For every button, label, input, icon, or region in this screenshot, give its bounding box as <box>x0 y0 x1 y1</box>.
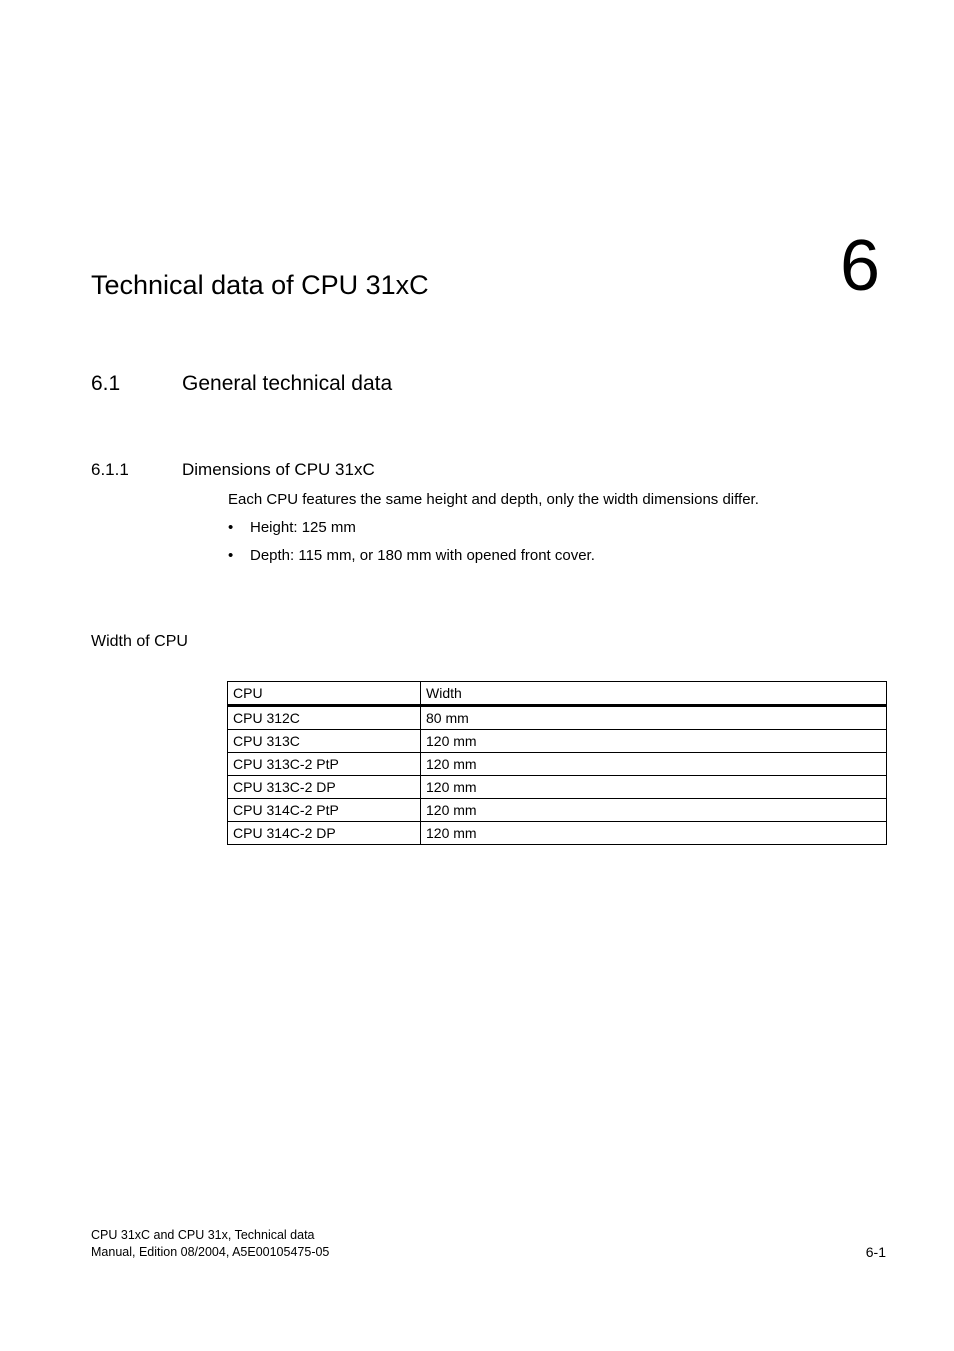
subsection-number: 6.1.1 <box>91 460 129 479</box>
cpu-width-table <box>227 681 887 845</box>
cpu-cell: CPU 313C-2 DP <box>228 776 421 799</box>
table-row <box>228 706 887 730</box>
table-row <box>228 822 887 845</box>
chapter-title: Technical data of CPU 31xC <box>91 270 429 300</box>
table-row <box>228 753 887 776</box>
bullet-item-depth <box>228 547 595 564</box>
cpu-cell: CPU 313C <box>228 730 421 753</box>
width-cell: 120 mm <box>421 753 887 776</box>
footer-document-title: CPU 31xC and CPU 31x, Technical data <box>91 1228 315 1242</box>
bullet-text: Height: 125 mm <box>250 519 356 536</box>
width-cell: 120 mm <box>421 776 887 799</box>
footer-edition: Manual, Edition 08/2004, A5E00105475-05 <box>91 1245 330 1259</box>
cpu-cell: CPU 312C <box>228 706 421 730</box>
table-row <box>228 776 887 799</box>
width-heading: Width of CPU <box>91 633 188 650</box>
width-cell: 120 mm <box>421 799 887 822</box>
cpu-cell: CPU 314C-2 PtP <box>228 799 421 822</box>
subsection-title: Dimensions of CPU 31xC <box>182 460 375 479</box>
table-header-row <box>228 682 887 706</box>
column-header-width: Width <box>421 682 887 706</box>
bullet-icon: • <box>228 519 234 536</box>
section-number: 6.1 <box>91 372 121 395</box>
bullet-icon: • <box>228 547 234 564</box>
width-cell: 120 mm <box>421 822 887 845</box>
column-header-cpu: CPU <box>228 682 421 706</box>
cpu-cell: CPU 313C-2 PtP <box>228 753 421 776</box>
cpu-cell: CPU 314C-2 DP <box>228 822 421 845</box>
width-cell: 80 mm <box>421 706 887 730</box>
bullet-item-height <box>228 519 356 536</box>
chapter-number: 6 <box>839 226 880 306</box>
page-number: 6-1 <box>865 1244 886 1260</box>
width-cell: 120 mm <box>421 730 887 753</box>
intro-paragraph: Each CPU features the same height and depth, only the width dimensions differ. <box>228 491 759 508</box>
bullet-text: Depth: 115 mm, or 180 mm with opened front cover. <box>250 547 595 564</box>
section-title: General technical data <box>182 372 393 395</box>
table-row <box>228 799 887 822</box>
table-row <box>228 730 887 753</box>
